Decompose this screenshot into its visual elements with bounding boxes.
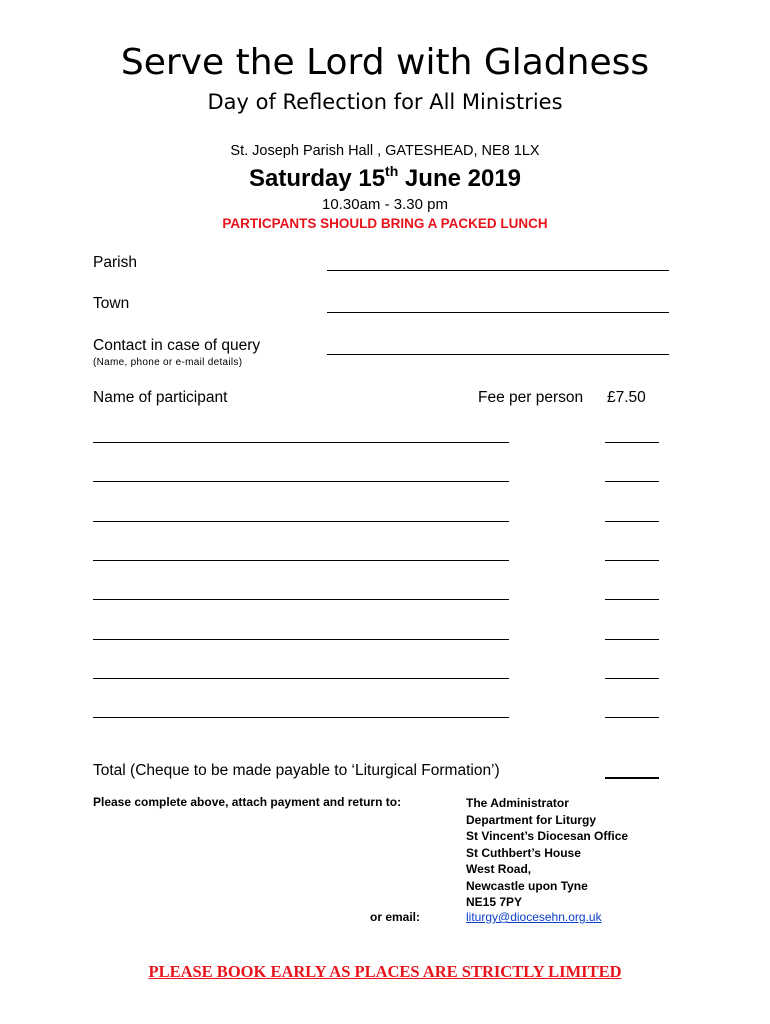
return-address <box>466 795 628 911</box>
participant-name-field[interactable] <box>93 599 509 600</box>
address-line: Department for Liturgy <box>466 812 597 827</box>
address-line: West Road, <box>466 862 532 876</box>
event-date <box>0 163 770 193</box>
parish-field[interactable] <box>327 270 669 271</box>
total-field[interactable] <box>605 777 659 779</box>
fee-value: £7.50 <box>607 389 646 406</box>
total-label: Total (Cheque to be made payable to ‘Liturgical Formation’) <box>93 762 500 779</box>
address-line: The Administrator <box>466 796 569 810</box>
date-month-year: June 2019 <box>398 165 522 192</box>
page-title: Serve the Lord with Gladness <box>120 42 650 83</box>
address-line: St Cuthbert’s House <box>466 845 581 860</box>
participant-fee-field[interactable] <box>605 717 659 718</box>
participant-header: Name of participant <box>93 389 228 406</box>
parish-label: Parish <box>93 254 137 271</box>
participant-fee-field[interactable] <box>605 521 659 522</box>
date-day: Saturday 15 <box>248 165 386 192</box>
return-instruction: Please complete above, attach payment and return to: <box>93 795 402 809</box>
town-field[interactable] <box>327 312 669 313</box>
participant-fee-field[interactable] <box>605 481 659 482</box>
date-ordinal: th <box>385 163 399 179</box>
address-line: NE15 7PY <box>466 895 523 909</box>
contact-hint: (Name, phone or e-mail details) <box>93 357 243 368</box>
lunch-notice: PARTICPANTS SHOULD BRING A PACKED LUNCH <box>222 216 548 231</box>
participant-fee-field[interactable] <box>605 560 659 561</box>
participant-name-field[interactable] <box>93 560 509 561</box>
participant-name-field[interactable] <box>93 678 509 679</box>
page-subtitle: Day of Reflection for All Ministries <box>207 90 563 114</box>
participant-fee-field[interactable] <box>605 599 659 600</box>
contact-field[interactable] <box>327 354 669 355</box>
address-line: St Vincent’s Diocesan Office <box>466 829 629 843</box>
email-link[interactable]: liturgy@diocesehn.org.uk <box>466 910 602 924</box>
event-time: 10.30am - 3.30 pm <box>322 196 448 213</box>
participant-fee-field[interactable] <box>605 678 659 679</box>
venue-text: St. Joseph Parish Hall , GATESHEAD, NE8 1LX <box>230 143 540 159</box>
participant-name-field[interactable] <box>93 481 509 482</box>
participant-name-field[interactable] <box>93 442 509 443</box>
participant-name-field[interactable] <box>93 717 509 718</box>
booking-notice: PLEASE BOOK EARLY AS PLACES ARE STRICTLY LIMITED <box>148 962 622 981</box>
town-label: Town <box>93 295 130 312</box>
fee-header: Fee per person <box>478 389 584 406</box>
address-line: Newcastle upon Tyne <box>466 878 588 893</box>
participant-fee-field[interactable] <box>605 639 659 640</box>
participant-name-field[interactable] <box>93 639 509 640</box>
email-label: or email: <box>370 910 421 924</box>
participant-fee-field[interactable] <box>605 442 659 443</box>
contact-label: Contact in case of query <box>93 337 261 354</box>
participant-name-field[interactable] <box>93 521 509 522</box>
